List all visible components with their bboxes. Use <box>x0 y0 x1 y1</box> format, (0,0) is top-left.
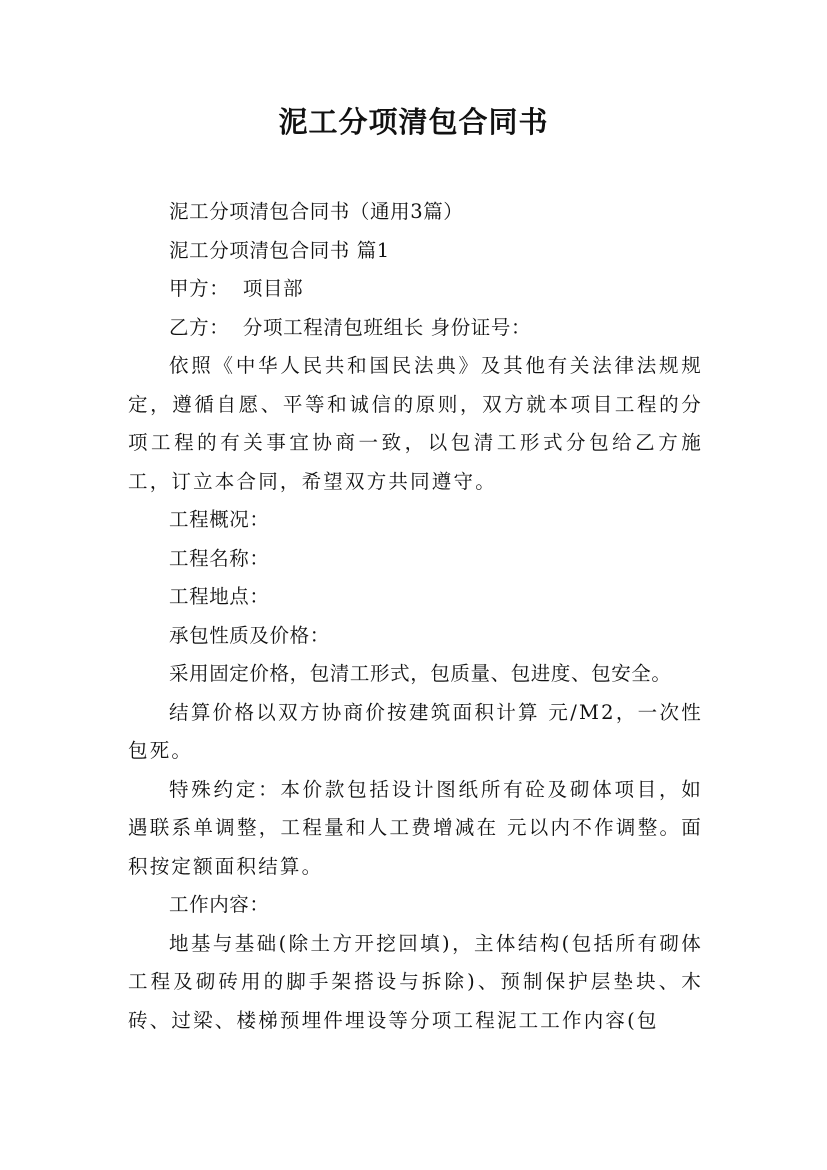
paragraph-section-heading: 泥工分项清包合同书 篇1 <box>169 238 390 262</box>
paragraph-work-content-heading: 工作内容： <box>169 893 270 916</box>
paragraph-contract-nature: 承包性质及价格： <box>169 623 330 647</box>
paragraph-special-terms: 特殊约定：本价款包括设计图纸所有砼及砌体项目，如遇联系单调整，工程量和人工费增减在 元以内不作调整。面积按定额面积结算。 <box>128 777 703 878</box>
paragraph-work-content: 地基与基础(除土方开挖回填)，主体结构(包括所有砌体工程及砌砖用的脚手架搭设与拆除)、预制保护层垫块、木砖、过梁、楼梯预埋件埋设等分项工程泥工工作内容(包 <box>128 931 703 1032</box>
paragraph-preamble: 依照《中华人民共和国民法典》及其他有关法律法规规定，遵循自愿、平等和诚信的原则，双方就本项目工程的分项工程的有关事宜协商一致，以包清工形式分包给乙方施工，订立本合同，希望双方共同遵守。 <box>128 354 703 493</box>
paragraph-party-b: 乙方： 分项工程清包班组长 身份证号： <box>169 315 532 339</box>
paragraph-subtitle: 泥工分项清包合同书（通用3篇） <box>169 200 464 223</box>
paragraph-project-name: 工程名称： <box>169 546 270 570</box>
paragraph-fixed-price: 采用固定价格，包清工形式，包质量、包进度、包安全。 <box>169 662 672 685</box>
paragraph-project-location: 工程地点： <box>169 585 270 608</box>
document-body <box>128 193 703 1040</box>
paragraph-project-overview: 工程概况： <box>169 508 270 531</box>
paragraph-settlement-price: 结算价格以双方协商价按建筑面积计算 元/M2，一次性包死。 <box>128 700 703 762</box>
document-title: 泥工分项清包合同书 <box>278 105 549 139</box>
paragraph-party-a: 甲方： 项目部 <box>169 277 304 300</box>
